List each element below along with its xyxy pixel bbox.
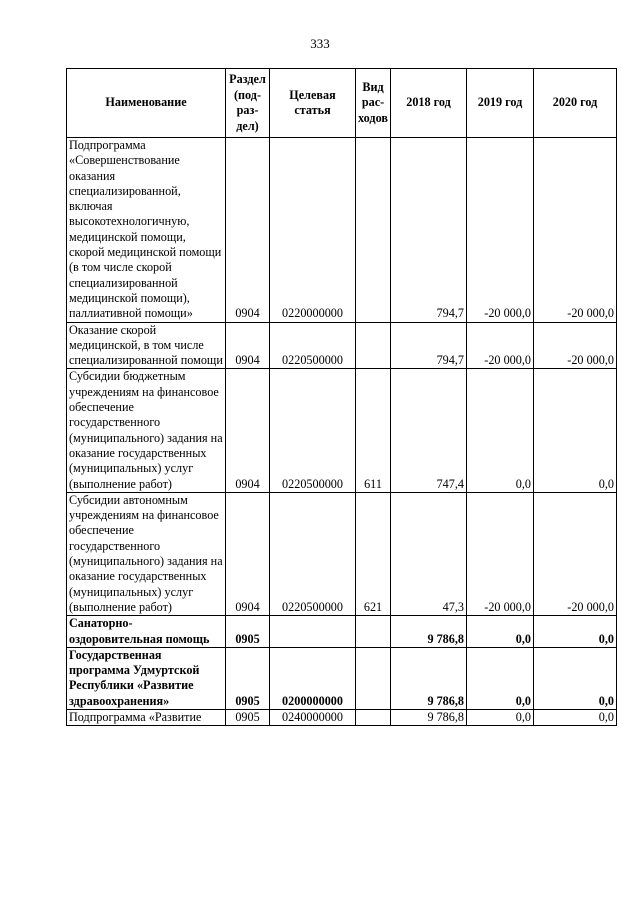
row-type: [356, 647, 391, 709]
row-2019: 0,0: [467, 369, 534, 492]
row-section: 0904: [226, 369, 270, 492]
row-2018: 47,3: [391, 492, 467, 615]
row-name: Подпрограмма «Совершенствование оказания специализированной, включая высокотехнологичную, медицинской помощи, скорой медицинской помощи (в том числе скорой специализированной медицинской помощи), паллиативной помощи»: [67, 138, 226, 323]
header-row: [67, 69, 617, 138]
row-2020: 0,0: [534, 647, 617, 709]
row-section: 0904: [226, 138, 270, 323]
row-name: Субсидии бюджетным учреждениям на финансовое обеспечение государственного (муниципального) задания на оказание государственных (муниципальных) услуг (выполнение работ): [67, 369, 226, 492]
row-name: Санаторно-оздоровительная помощь: [67, 616, 226, 648]
table-row: [67, 138, 617, 323]
header-target: Целевая статья: [270, 69, 356, 138]
header-2020: 2020 год: [534, 69, 617, 138]
header-2018: 2018 год: [391, 69, 467, 138]
row-name: Подпрограмма «Развитие: [67, 709, 226, 725]
row-type: [356, 616, 391, 648]
row-section: 0904: [226, 492, 270, 615]
row-2019: -20 000,0: [467, 138, 534, 323]
row-2019: -20 000,0: [467, 492, 534, 615]
row-2019: 0,0: [467, 647, 534, 709]
row-2020: 0,0: [534, 616, 617, 648]
table-row: [67, 709, 617, 725]
row-2020: 0,0: [534, 369, 617, 492]
row-section: 0905: [226, 616, 270, 648]
row-2020: -20 000,0: [534, 322, 617, 369]
table-row: [67, 322, 617, 369]
row-target: 0240000000: [270, 709, 356, 725]
row-target: [270, 616, 356, 648]
row-2018: 794,7: [391, 138, 467, 323]
row-2018: 9 786,8: [391, 647, 467, 709]
row-2020: -20 000,0: [534, 492, 617, 615]
row-type: [356, 138, 391, 323]
page-number: 333: [310, 36, 330, 51]
header-name: Наименование: [67, 69, 226, 138]
row-target: 0220500000: [270, 322, 356, 369]
header-section: Раздел (под-раз-дел): [226, 69, 270, 138]
row-target: 0200000000: [270, 647, 356, 709]
row-2020: -20 000,0: [534, 138, 617, 323]
table-row: [67, 369, 617, 492]
row-target: 0220500000: [270, 492, 356, 615]
row-type: 611: [356, 369, 391, 492]
header-2019: 2019 год: [467, 69, 534, 138]
row-target: 0220000000: [270, 138, 356, 323]
row-section: 0904: [226, 322, 270, 369]
row-section: 0905: [226, 709, 270, 725]
row-2018: 747,4: [391, 369, 467, 492]
table-row: [67, 647, 617, 709]
row-2018: 794,7: [391, 322, 467, 369]
row-type: 621: [356, 492, 391, 615]
row-2019: 0,0: [467, 616, 534, 648]
row-type: [356, 322, 391, 369]
row-2018: 9 786,8: [391, 616, 467, 648]
row-2020: 0,0: [534, 709, 617, 725]
row-section: 0905: [226, 647, 270, 709]
table-row: [67, 492, 617, 615]
row-target: 0220500000: [270, 369, 356, 492]
budget-table: [66, 68, 617, 726]
row-2019: -20 000,0: [467, 322, 534, 369]
row-name: Субсидии автономным учреждениям на финансовое обеспечение государственного (муниципального) задания на оказание государственных (муниципальных) услуг (выполнение работ): [67, 492, 226, 615]
row-type: [356, 709, 391, 725]
row-2018: 9 786,8: [391, 709, 467, 725]
row-name: Государственная программа Удмуртской Республики «Развитие здравоохранения»: [67, 647, 226, 709]
row-2019: 0,0: [467, 709, 534, 725]
row-name: Оказание скорой медицинской, в том числе специализированной помощи: [67, 322, 226, 369]
table-row: [67, 616, 617, 648]
header-type: Вид рас-ходов: [356, 69, 391, 138]
